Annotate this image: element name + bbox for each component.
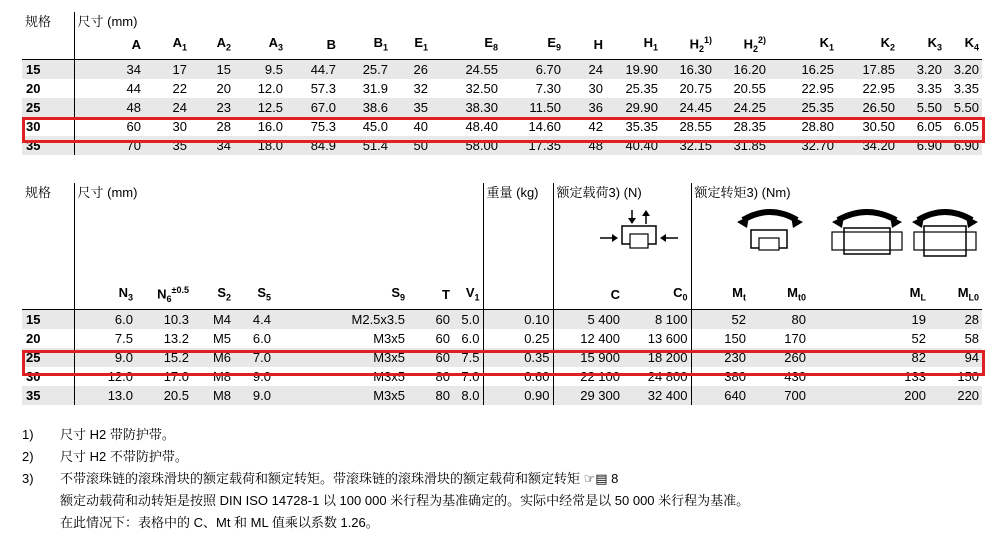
table-cell: 30 (172, 118, 187, 134)
table-cell: 28 (216, 118, 231, 134)
table-cell: 7.5 (74, 329, 136, 348)
column-header: $S_9$ (391, 284, 405, 303)
table-cell: 22 100 (553, 367, 623, 386)
column-header: $M_t$ (691, 281, 749, 309)
table-cell: 19 (809, 309, 929, 329)
footnote-text: 尺寸 H2 不带防护带。 (60, 449, 188, 464)
table-cell: 26 (391, 59, 431, 79)
column-header: H (593, 37, 603, 53)
table-cell: 24 (564, 59, 606, 79)
table-cell: 38.30 (431, 98, 501, 117)
table-cell: 26.50 (837, 98, 898, 117)
table-cell: 9.0 (234, 386, 274, 405)
table-cell: 15 (190, 59, 234, 79)
column-header: $H_2^{2)}$ (743, 35, 766, 54)
header-weight: 重量 (kg) (483, 183, 553, 281)
column-header: $K_2$ (880, 34, 895, 53)
table-cell: 24.25 (715, 98, 769, 117)
table-cell: 12.0 (257, 80, 283, 96)
table-cell: 7.0 (234, 348, 274, 367)
table-cell: 12.5 (234, 98, 286, 117)
table-cell: 0.10 (483, 309, 553, 329)
footnote (22, 490, 749, 512)
column-header: $M_{L0}$ (957, 284, 980, 303)
table-cell: 24.45 (661, 98, 715, 117)
table-cell: 16.0 (257, 118, 283, 134)
column-header: $C_0$ (673, 284, 688, 303)
table-cell: 260 (749, 348, 809, 367)
table-cell: 5 400 (553, 309, 623, 329)
table-cell: 700 (749, 386, 809, 405)
table-cell: M8 (192, 386, 234, 405)
table-cell: M4 (192, 309, 234, 329)
table-cell: 42 (588, 118, 603, 134)
table-cell: 6.05 (953, 118, 980, 134)
table-cell: 10.3 (136, 309, 192, 329)
footnote-text: 尺寸 H2 带防护带。 (60, 427, 175, 442)
table-cell: 6.70 (501, 59, 564, 79)
table-cell: M6 (192, 348, 234, 367)
table-cell: 31.85 (715, 136, 769, 155)
table-cell: 0.60 (483, 367, 553, 386)
table-cell: 28 (929, 309, 982, 329)
column-header: $E_1$ (414, 34, 428, 53)
column-header: $H_2^{1)}$ (689, 35, 712, 54)
footnote (22, 512, 749, 534)
table-cell: 82 (809, 348, 929, 367)
table-cell: M2.5x3.5 (274, 309, 408, 329)
table-cell: 58.00 (431, 136, 501, 155)
table-cell: 6.0 (74, 309, 136, 329)
footnote-text: 额定动载荷和动转矩是按照 DIN ISO 14728-1 以 100 000 米行程为基准确定的。实际中经常是以 50 000 米行程为基准。 (60, 493, 750, 508)
footnote-text: 不带滚珠链的滚珠滑块的额定载荷和额定转矩。带滚珠链的滚珠滑块的额定载荷和额定转矩 ☞▤ 8 (60, 471, 619, 486)
header-dims-2: 尺寸 (mm) (74, 183, 483, 281)
table-cell: 22.95 (862, 80, 895, 96)
table-cell: 3.35 (953, 80, 980, 96)
header-torque: 额定转矩3) (Nm) (691, 183, 982, 281)
table-cell: M3x5 (274, 386, 408, 405)
table-cell: 7.30 (535, 80, 561, 96)
table-cell: 28.80 (801, 118, 834, 134)
header-load: 额定载荷3) (N) (553, 183, 691, 281)
table-row (22, 59, 982, 79)
table-cell: 25.7 (339, 59, 391, 79)
table-row (22, 386, 982, 405)
table-cell: 13.0 (74, 386, 136, 405)
table-cell: 12 400 (553, 329, 623, 348)
table-cell: 28.35 (733, 118, 766, 134)
table-cell: 12.0 (74, 367, 136, 386)
table-cell: 29.90 (606, 98, 661, 117)
size-cell: 20 (26, 80, 41, 96)
size-cell: 15 (22, 309, 74, 329)
table-row (22, 79, 982, 98)
table-cell: M8 (212, 368, 231, 384)
table-cell: 430 (784, 368, 806, 384)
column-header: $K_1$ (819, 34, 834, 53)
column-header: $B_1$ (373, 34, 388, 53)
column-header: A (74, 31, 144, 59)
table-cell: 11.50 (501, 98, 564, 117)
table-cell: 60 (408, 348, 453, 367)
table-cell: 8 100 (623, 309, 691, 329)
table-cell: 25.35 (769, 98, 837, 117)
size-cell: 35 (22, 136, 74, 155)
column-header: $E_9$ (547, 34, 561, 53)
table-cell: 19.90 (606, 59, 661, 79)
table-cell: 35 (391, 98, 431, 117)
column-header: T (442, 287, 450, 303)
table-cell: 13.2 (163, 330, 189, 346)
column-header: $H_1$ (643, 34, 658, 53)
table-cell: 29 300 (553, 386, 623, 405)
table-cell: M3x5 (274, 348, 408, 367)
table-cell: 17 (144, 59, 190, 79)
size-cell: 30 (26, 368, 41, 384)
table-cell: 17.35 (501, 136, 564, 155)
footnote-key (22, 512, 60, 534)
table-cell: 24.55 (431, 59, 501, 79)
column-header: $S_2$ (217, 284, 231, 303)
table-cell: 24 (144, 98, 190, 117)
table-cell: 6.05 (916, 118, 942, 134)
table-cell: 18 200 (623, 348, 691, 367)
footnote-text: 在此情况下：表格中的 C、Mt 和 ML 值乘以系数 1.26。 (60, 515, 379, 530)
table-cell: 60 (435, 330, 450, 346)
torque-mt-diagram-icon (735, 206, 805, 258)
table-cell: 0.90 (483, 386, 553, 405)
column-header-row (22, 31, 982, 59)
header-size-2: 规格 (25, 185, 52, 200)
table-cell: 23 (190, 98, 234, 117)
table-cell: 15.2 (136, 348, 192, 367)
table-cell: 32.15 (661, 136, 715, 155)
table-cell: 40 (413, 118, 428, 134)
header-dims: 尺寸 (mm) (74, 12, 982, 31)
table-cell: 52 (691, 309, 749, 329)
table-cell: 133 (904, 368, 926, 384)
table-cell: 230 (691, 348, 749, 367)
table-cell: 9.5 (234, 59, 286, 79)
table-cell: 36 (564, 98, 606, 117)
table-cell: 32.50 (465, 80, 498, 96)
table-cell: 80 (435, 368, 450, 384)
column-header: $M_{t0}$ (787, 284, 806, 303)
footnote (22, 446, 749, 468)
table-cell: 30.50 (862, 118, 895, 134)
table-cell: 3.35 (916, 80, 942, 96)
table-cell: 150 (957, 368, 980, 384)
table-cell: 15 900 (553, 348, 623, 367)
column-header-row-2 (22, 281, 982, 309)
table-cell: 640 (691, 386, 749, 405)
table-cell: 38.6 (339, 98, 391, 117)
column-header: $E_8$ (484, 34, 498, 53)
table-cell: 45.0 (362, 118, 388, 134)
table-cell: 18.0 (234, 136, 286, 155)
table-cell: 94 (929, 348, 982, 367)
table-cell: 30 (588, 80, 603, 96)
table-cell: 70 (74, 136, 144, 155)
table-cell: 28.55 (679, 118, 712, 134)
footnote-key: 1) (22, 427, 34, 442)
table-cell: 3.20 (945, 59, 982, 79)
table-cell: 8.0 (453, 386, 483, 405)
table-cell: 24 800 (647, 368, 688, 384)
column-header: $N_6^{\pm 0.5}$ (157, 285, 189, 304)
table-row (22, 98, 982, 117)
table-cell: 200 (809, 386, 929, 405)
table-cell: 16.20 (715, 59, 769, 79)
table-cell: M5 (212, 330, 231, 346)
table-cell: 35 (144, 136, 190, 155)
table-cell: 13 600 (647, 330, 688, 346)
table-cell: 9.0 (252, 368, 271, 384)
table-cell: 0.35 (483, 348, 553, 367)
table-cell: 14.60 (528, 118, 561, 134)
table-cell: 80 (408, 386, 453, 405)
table-cell: 31.9 (362, 80, 388, 96)
load-diagram-icon (596, 208, 682, 258)
table-cell: 60 (74, 117, 144, 136)
table-cell: 170 (784, 330, 806, 346)
table-cell: 5.50 (898, 98, 945, 117)
table-cell: 20.5 (136, 386, 192, 405)
column-header: $A_3$ (268, 34, 283, 53)
table-cell: 34.20 (837, 136, 898, 155)
table-cell: 7.5 (453, 348, 483, 367)
footnote (22, 424, 749, 446)
footnote (22, 468, 749, 490)
table-cell: 51.4 (339, 136, 391, 155)
table-cell: 60 (408, 309, 453, 329)
table-cell: 3.20 (898, 59, 945, 79)
footnote-key: 3) (22, 471, 34, 486)
table-cell: 4.4 (234, 309, 274, 329)
table-cell: 48 (564, 136, 606, 155)
table-cell: 50 (391, 136, 431, 155)
table-cell: 52 (911, 330, 926, 346)
table-cell: 0.25 (483, 329, 553, 348)
column-header: $A_1$ (172, 34, 187, 53)
table-cell: 7.0 (461, 368, 480, 384)
table-row (22, 309, 982, 329)
table-cell: M3x5 (373, 330, 405, 346)
table-cell: M3x5 (373, 368, 405, 384)
table-cell: 57.3 (310, 80, 336, 96)
table-cell: 44 (74, 79, 144, 98)
column-header: $S_5$ (257, 284, 271, 303)
size-cell: 20 (26, 330, 41, 346)
header-size: 规格 (25, 14, 52, 29)
table-cell: 44.7 (286, 59, 339, 79)
table-cell: 6.90 (945, 136, 982, 155)
table-cell: 20.55 (733, 80, 766, 96)
column-header: $K_4$ (964, 34, 980, 53)
table-cell: 75.3 (310, 118, 336, 134)
size-cell: 25 (22, 348, 74, 367)
table-cell: 6.90 (898, 136, 945, 155)
column-header: C (553, 281, 623, 309)
table-cell: 6.0 (252, 330, 271, 346)
torque-ml-diagram-icon (830, 206, 904, 258)
table-cell: 20.75 (679, 80, 712, 96)
table-cell: 6.0 (461, 330, 480, 346)
size-cell: 30 (26, 118, 41, 134)
table-cell: 84.9 (286, 136, 339, 155)
table-cell: 16.25 (769, 59, 837, 79)
table-cell: 32 400 (623, 386, 691, 405)
highlight-row-30-table1 (22, 117, 985, 143)
table-cell: 5.0 (453, 309, 483, 329)
table-row (22, 329, 982, 348)
table-cell: 150 (691, 329, 749, 348)
table-cell: 5.50 (945, 98, 982, 117)
table-cell: 34 (74, 59, 144, 79)
table-cell: 9.0 (74, 348, 136, 367)
table-cell: 80 (749, 309, 809, 329)
column-header: $K_3$ (927, 34, 942, 53)
table-cell: 25.35 (625, 80, 658, 96)
size-cell: 15 (22, 59, 74, 79)
footnote-key: 2) (22, 449, 34, 464)
column-header: B (326, 37, 336, 53)
size-cell: 25 (22, 98, 74, 117)
footnotes (22, 424, 749, 534)
table-cell: 58 (964, 330, 980, 346)
highlight-row-30-table2 (22, 350, 985, 376)
table-cell: 22.95 (801, 80, 834, 96)
table-cell: 380 (691, 367, 749, 386)
table-cell: 17.85 (837, 59, 898, 79)
size-cell: 35 (22, 386, 74, 405)
table-cell: 40.40 (606, 136, 661, 155)
table-cell: 20 (216, 80, 231, 96)
table-cell: 67.0 (286, 98, 339, 117)
table-cell: 48 (74, 98, 144, 117)
column-header: $N_3$ (74, 281, 136, 309)
column-header: $V_1$ (465, 284, 480, 303)
column-header: $M_L$ (909, 284, 926, 303)
table-cell: 17.0 (163, 368, 189, 384)
table-cell: 22 (172, 80, 187, 96)
table-cell: 35.35 (625, 118, 658, 134)
table-cell: 220 (929, 386, 982, 405)
footnote-key (22, 490, 60, 512)
column-header: $A_2$ (216, 34, 231, 53)
table-cell: 48.40 (465, 118, 498, 134)
torque-ml0-diagram-icon (912, 206, 978, 258)
table-cell: 16.30 (661, 59, 715, 79)
column-header (483, 281, 553, 309)
table-cell: 32 (413, 80, 428, 96)
table-cell: 34 (190, 136, 234, 155)
table-cell: 32.70 (769, 136, 837, 155)
